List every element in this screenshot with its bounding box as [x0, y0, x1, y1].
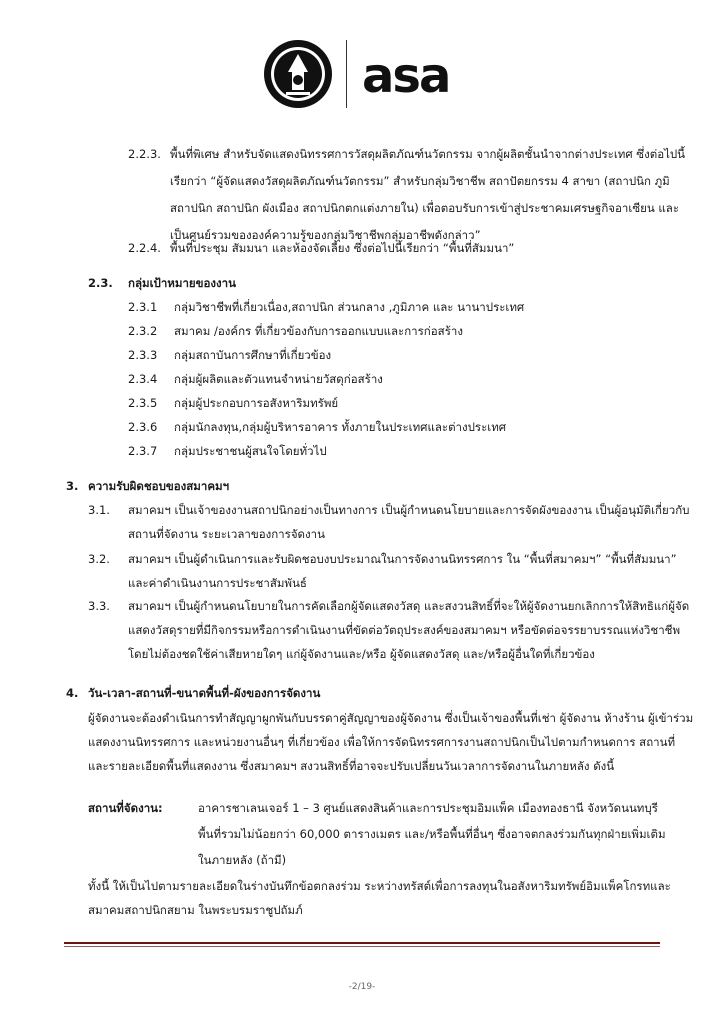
footer-rule [64, 942, 660, 944]
list-item-number: 2.3.5 [128, 396, 158, 410]
section-2-3-number: 2.3. [88, 276, 113, 290]
section-2-3-title: กลุ่มเป้าหมายของงาน [128, 276, 236, 290]
venue-line-2: พื้นที่รวมไม่น้อยกว่า 60,000 ตารางเมตร และ/หรือพื้นที่อื่นๆ ซึ่งอาจตกลงร่วมกันทุกฝ่ายเพิ่มเติม [198, 827, 666, 841]
venue-line-1: อาคารชาเลนเจอร์ 1 – 3 ศูนย์แสดงสินค้าและการประชุมอิมแพ็ค เมืองทองธานี จังหวัดนนทบุรี [198, 801, 658, 815]
section-4-title: วัน-เวลา-สถานที่-ขนาดพื้นที่-ผังของการจัดงาน [88, 686, 321, 700]
asa-wordmark-logo [360, 46, 470, 102]
section-3-2-number: 3.2. [88, 552, 110, 566]
list-item-text: กลุ่มผู้ผลิตและตัวแทนจำหน่ายวัสดุก่อสร้าง [174, 372, 383, 386]
section-3-title: ความรับผิดชอบของสมาคมฯ [88, 479, 230, 493]
section-4-paragraph-line-3: และรายละเอียดพื้นที่แสดงงาน ซึ่งสมาคมฯ สงวนสิทธิ์ที่อาจจะปรับเปลี่ยนวันเวลาการจัดงานในภายหลัง ดังนี้ [88, 759, 615, 773]
venue-label: สถานที่จัดงาน: [88, 801, 163, 815]
list-item-number: 2.3.2 [128, 324, 158, 338]
list-item-text: กลุ่มประชาชนผู้สนใจโดยทั่วไป [174, 444, 327, 458]
section-4-paragraph-line-1: ผู้จัดงานจะต้องดำเนินการทำสัญญาผูกพันกับบรรดาคู่สัญญาของผู้จัดงาน ซึ่งเป็นเจ้าของพื้นที่เช่า ผู้จัดงาน ห้างร้าน ผู้เข้าร่วม [88, 711, 694, 725]
venue-line-3: ในภายหลัง (ถ้ามี) [198, 853, 287, 867]
section-3-3-line-1: สมาคมฯ เป็นผู้กำหนดนโยบายในการคัดเลือกผู้จัดแสดงวัสดุ และสงวนสิทธิ์ที่จะให้ผู้จัดงานยกเลิกการให้สิทธิแก่ผู้จัด [128, 599, 690, 613]
list-item-text: สมาคม /องค์กร ที่เกี่ยวข้องกับการออกแบบและการก่อสร้าง [174, 324, 463, 338]
closing-line-1: ทั้งนี้ ให้เป็นไปตามรายละเอียดในร่างบันทึกข้อตกลงร่วม ระหว่างทรัสต์เพื่อการลงทุนในอสังหาริมทรัพย์อิมแพ็คโกรทและ [88, 879, 671, 893]
section-3-2-line-2: และค่าดำเนินงานการประชาสัมพันธ์ [128, 576, 307, 590]
section-2-2-3-line-4: เป็นศูนย์รวมขององค์ความรู้ของกลุ่มวิชาชีพกลุ่มอาชีพดังกล่าว” [170, 228, 481, 242]
section-4-number: 4. [66, 686, 79, 700]
section-4-paragraph-line-2: แสดงงานนิทรรศการ และหน่วยงานอื่นๆ ที่เกี่ยวข้อง เพื่อให้การจัดนิทรรศการงานสถาปนิกเป็นไปตามกำหนดการ สถานที่ [88, 735, 676, 749]
list-item-text: กลุ่มผู้ประกอบการอสังหาริมทรัพย์ [174, 396, 339, 410]
section-3-1-line-1: สมาคมฯ เป็นเจ้าของงานสถาปนิกอย่างเป็นทางการ เป็นผู้กำหนดนโยบายและการจัดผังของงาน เป็นผู้อนุมัติเกี่ยวกับ [128, 503, 690, 517]
list-item-number: 2.3.6 [128, 420, 158, 434]
section-2-2-4-number: 2.2.4. [128, 241, 161, 255]
section-3-3-number: 3.3. [88, 599, 110, 613]
section-2-2-3-line-1: พื้นที่พิเศษ สำหรับจัดแสดงนิทรรศการวัสดุผลิตภัณฑ์นวัตกรรม จากผู้ผลิตชั้นนำจากต่างประเทศ ซึ่งต่อไปนี้ [170, 147, 686, 161]
section-3-3-line-3: โดยไม่ต้องชดใช้ค่าเสียหายใดๆ แก่ผู้จัดงานและ/หรือ ผู้จัดแสดงวัสดุ และ/หรือผู้อื่นใดที่เกี่ยวข้อง [128, 647, 595, 661]
list-item-text: กลุ่มนักลงทุน,กลุ่มผู้บริหารอาคาร ทั้งภายในประเทศและต่างประเทศ [174, 420, 507, 434]
section-3-1-line-2: สถานที่จัดงาน ระยะเวลาของการจัดงาน [128, 527, 325, 541]
section-2-2-3-number: 2.2.3. [128, 147, 161, 161]
page-number: -2/19- [348, 982, 376, 992]
list-item-number: 2.3.7 [128, 444, 158, 458]
list-item-number: 2.3.4 [128, 372, 158, 386]
logo-divider [346, 40, 347, 108]
section-3-number: 3. [66, 479, 79, 493]
section-2-2-4-line-1: พื้นที่ประชุม สัมมนา และห้องจัดเลี้ยง ซึ่งต่อไปนี้เรียกว่า “พื้นที่สัมมนา” [170, 241, 515, 255]
footer-rule-secondary [64, 946, 660, 947]
list-item-text: กลุ่มสถาบันการศึกษาที่เกี่ยวข้อง [174, 348, 332, 362]
section-3-3-line-2: แสดงวัสดุรายที่มีกิจกรรมหรือการดำเนินงานที่ขัดต่อวัตถุประสงค์ของสมาคมฯ หรือขัดต่อจรรยาบรรณแห่งวิชาชีพ [128, 623, 681, 637]
section-3-1-number: 3.1. [88, 503, 110, 517]
section-2-2-3-line-3: สถาปนิก สถาปนิก ผังเมือง สถาปนิกตกแต่งภายใน) เพื่อตอบรับการเข้าสู่ประชาคมเศรษฐกิจอาเซียน และ [170, 201, 680, 215]
header-logos [250, 34, 470, 114]
list-item-number: 2.3.3 [128, 348, 158, 362]
list-item-text: กลุ่มวิชาชีพที่เกี่ยวเนื่อง,สถาปนิก ส่วนกลาง ,ภูมิภาค และ นานาประเทศ [174, 300, 525, 314]
section-2-2-3-line-2: เรียกว่า “ผู้จัดแสดงวัสดุผลิตภัณฑ์นวัตกรรม” สำหรับกลุ่มวิชาชีพ สถาปัตยกรรม 4 สาขา (สถาปนิก ภูมิ [170, 174, 670, 188]
svg-text:asa: asa [362, 48, 450, 102]
asa-seal-logo [262, 38, 334, 110]
section-3-2-line-1: สมาคมฯ เป็นผู้ดำเนินการและรับผิดชอบงบประมาณในการจัดงานนิทรรศการ ใน “พื้นที่สมาคมฯ” “พื้นที่สัมมนา” [128, 552, 677, 566]
closing-line-2: สมาคมสถาปนิกสยาม ในพระบรมราชูปถัมภ์ [88, 903, 303, 917]
list-item-number: 2.3.1 [128, 300, 158, 314]
